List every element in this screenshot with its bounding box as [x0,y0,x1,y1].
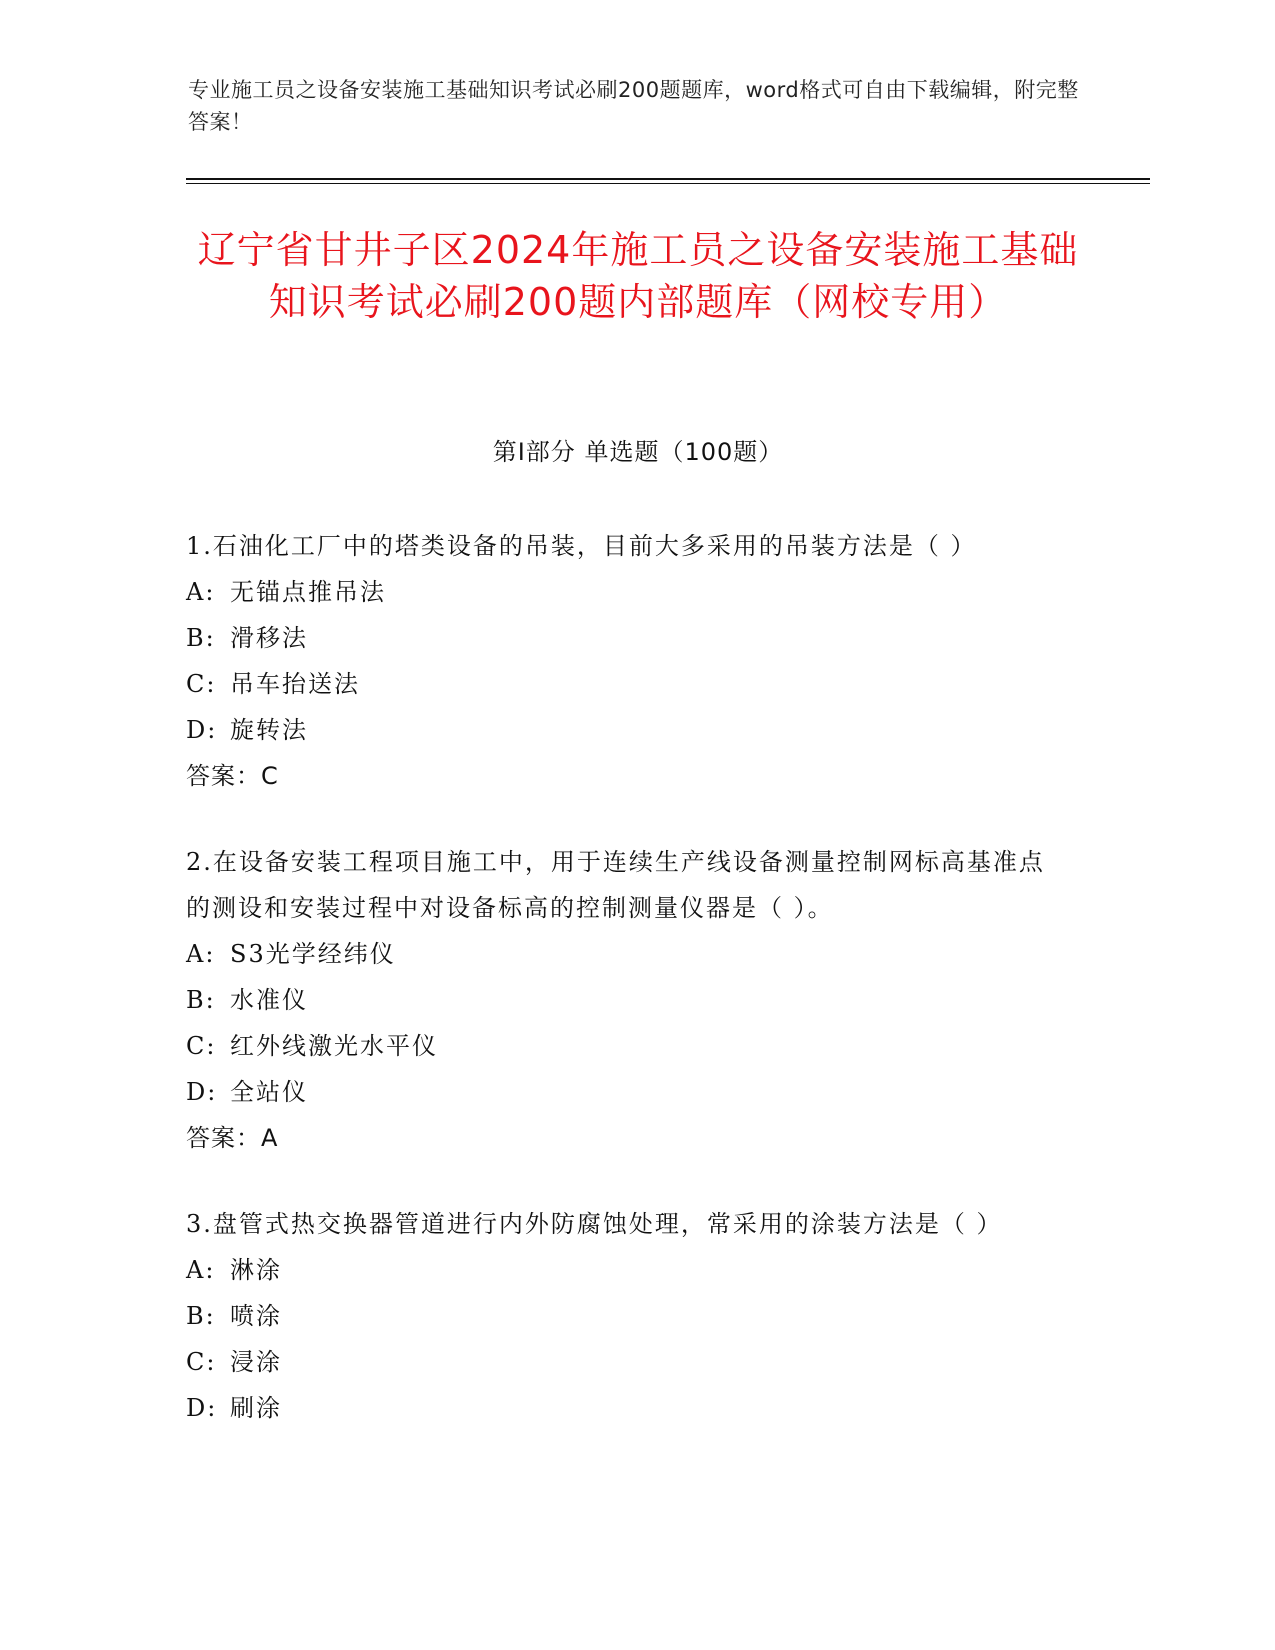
option-letter: A: [186,1256,216,1284]
option-text: 滑移法 [230,624,308,652]
answer-label: 答案： [186,762,261,790]
answer-line [186,753,1066,799]
question-item [186,523,1066,799]
answer-value: A [261,1124,279,1152]
option-text: 旋转法 [230,716,308,744]
option-a [186,569,1066,615]
option-text: 红外线激光水平仪 [230,1032,438,1060]
option-letter: A: [186,578,216,606]
option-b [186,977,1066,1023]
option-d [186,1385,1066,1431]
answer-value: C [261,762,279,790]
option-letter: D: [186,716,218,744]
option-a [186,931,1066,977]
question-stem: 2.在设备安装工程项目施工中，用于连续生产线设备测量控制网标高基准点的测设和安装过程中对设备标高的控制测量仪器是（ ）。 [186,848,1045,922]
answer-line [186,1115,1066,1161]
question-stem: 3.盘管式热交换器管道进行内外防腐蚀处理，常采用的涂装方法是（ ） [186,1210,1003,1238]
option-c [186,1339,1066,1385]
answer-label: 答案： [186,1124,261,1152]
header-rule-thin [186,183,1150,184]
question-list [186,523,1066,1471]
option-text: 喷涂 [230,1302,282,1330]
header-rule-thick [186,178,1150,180]
option-text: 无锚点推吊法 [230,578,386,606]
option-a [186,1247,1066,1293]
option-letter: B: [186,1302,216,1330]
document-title: 辽宁省甘井子区2024年施工员之设备安装施工基础知识考试必刷200题内部题库（网校专用） [197,228,1079,324]
option-d [186,707,1066,753]
option-text: 浸涂 [230,1348,282,1376]
option-text: 水准仪 [230,986,308,1014]
question-stem: 1.石油化工厂中的塔类设备的吊装，目前大多采用的吊装方法是（ ） [186,532,977,560]
question-item [186,839,1066,1161]
option-d [186,1069,1066,1115]
option-text: 刷涂 [230,1394,282,1422]
option-c [186,661,1066,707]
section-title: 第I部分 单选题（100题） [492,438,784,466]
option-letter: C: [186,1032,217,1060]
option-c [186,1023,1066,1069]
option-letter: C: [186,670,217,698]
option-letter: C: [186,1348,217,1376]
option-letter: B: [186,986,216,1014]
question-item [186,1201,1066,1431]
option-text: 淋涂 [230,1256,282,1284]
option-text: 全站仪 [230,1078,308,1106]
option-b [186,1293,1066,1339]
option-b [186,615,1066,661]
option-text: 吊车抬送法 [230,670,360,698]
option-letter: B: [186,624,216,652]
option-letter: A: [186,940,216,968]
header-note: 专业施工员之设备安装施工基础知识考试必刷200题题库，word格式可自由下载编辑，附完整答案！ [188,78,1079,134]
option-text: S3光学经纬仪 [230,940,396,968]
option-letter: D: [186,1394,218,1422]
option-letter: D: [186,1078,218,1106]
